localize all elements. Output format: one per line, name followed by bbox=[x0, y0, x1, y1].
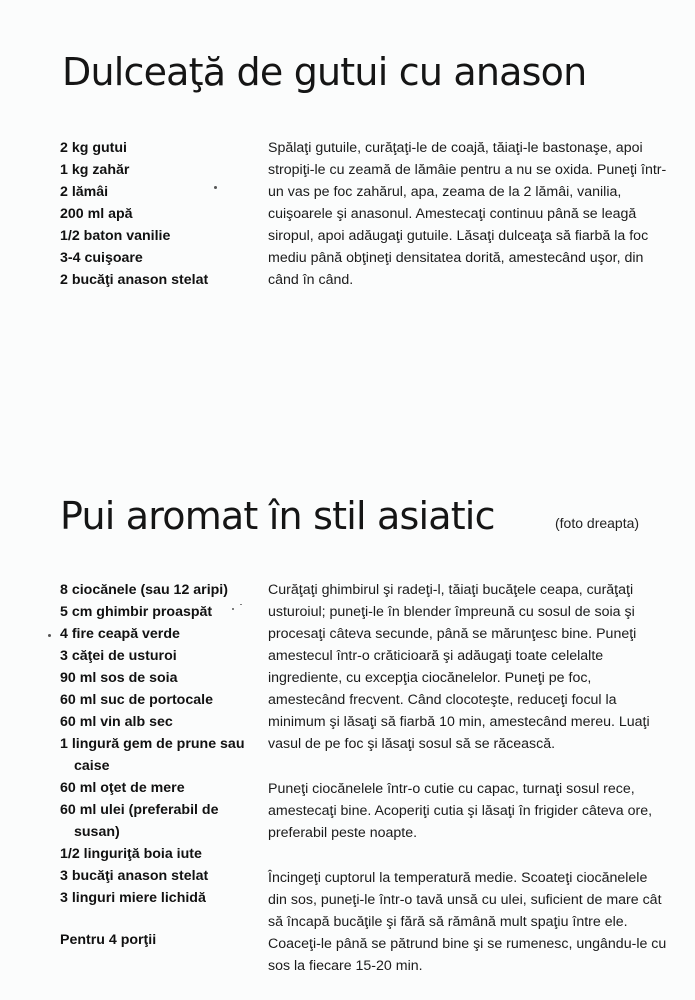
ingredient: 5 cm ghimbir proaspăt bbox=[60, 604, 213, 620]
ingredient: 3-4 cuişoare bbox=[60, 250, 143, 266]
ingredient: 3 bucăţi anason stelat bbox=[60, 868, 209, 884]
photo-note: (foto dreapta) bbox=[555, 515, 640, 531]
recipe-2-title: Pui aromat în stil asiatic bbox=[60, 494, 495, 538]
ingredient: 200 ml apă bbox=[60, 206, 133, 222]
recipe-2-step-1: Curăţaţi ghimbirul şi radeţi-l, tăiaţi bucăţele ceapa, curăţaţi usturoiul; puneţi-le în blender împreună cu sosul de soia şi procesaţi câteva secunde, până se mărunţesc bine. Puneţi amestecul într-o crăticioară şi adăugaţi toate celelalte ingrediente, cu excepţia ciocănelelor. Puneţi pe foc, amestecând frecvent. Când clocoteşte, reduceţi focul la minimum şi lăsaţi să fiarbă 10 min, amestecând mereu. Luaţi vasul de pe foc şi lăsaţi sosul să se răcească. bbox=[268, 582, 650, 752]
scan-speck bbox=[214, 186, 217, 189]
ingredient: 1/2 baton vanilie bbox=[60, 228, 171, 244]
ingredient: 1 lingură gem de prune sau caise bbox=[60, 736, 245, 774]
ingredient: 3 linguri miere lichidă bbox=[60, 890, 206, 906]
recipe-1-instructions: Spălaţi gutuile, curăţaţi-le de coajă, tăiaţi-le bastonaşe, apoi stropiţi-le cu zeamă de lămâie pentru a nu se oxida. Puneţi într-un vas pe foc zahărul, apa, zeama de la 2 lămâi, vanilia, cuişoarele şi anasonul. Amestecaţi continuu până se leagă siropul, apoi adăugaţi gutuile. Lăsaţi dulceaţa să fiarbă la foc mediu până obţineţi densitatea dorită, amestecând uşor, din când în când. bbox=[268, 140, 667, 288]
scan-speck bbox=[240, 604, 242, 605]
ingredient: 3 căţei de usturoi bbox=[60, 648, 177, 664]
ingredient: 60 ml ulei (preferabil de susan) bbox=[60, 802, 219, 840]
ingredient: 2 kg gutui bbox=[60, 140, 127, 156]
ingredient: 8 ciocănele (sau 12 aripi) bbox=[60, 582, 228, 598]
ingredient: 2 lămâi bbox=[60, 184, 109, 200]
scan-speck bbox=[48, 634, 51, 637]
ingredient: 2 bucăţi anason stelat bbox=[60, 272, 209, 288]
scan-speck bbox=[232, 608, 234, 610]
ingredient: 60 ml oţet de mere bbox=[60, 780, 185, 796]
ingredient: 1/2 linguriţă boia iute bbox=[60, 846, 202, 862]
recipe-2-step-2: Puneţi ciocănelele într-o cutie cu capac, turnaţi sosul rece, amestecaţi bine. Acoperiţi cutia şi lăsaţi în frigider câteva ore, preferabil peste noapte. bbox=[268, 781, 653, 841]
servings: Pentru 4 porţii bbox=[60, 932, 157, 948]
recipe-2-step-3: Încingeţi cuptorul la temperatură medie. Scoateţi ciocănelele din sos, puneţi-le într-o tavă unsă cu ulei, suficient de mare cât să încapă bucăţile şi fără să rămână mult spaţiu între ele. Coaceţi-le până se pătrund bine şi se rumenesc, ungându-le cu sos la fiecare 15-20 min. bbox=[268, 870, 667, 974]
recipe-2-ingredient-list bbox=[60, 579, 260, 909]
ingredient: 4 fire ceapă verde bbox=[60, 626, 180, 642]
ingredient: 90 ml sos de soia bbox=[60, 670, 178, 686]
ingredient: 60 ml suc de portocale bbox=[60, 692, 213, 708]
ingredient: 1 kg zahăr bbox=[60, 162, 130, 178]
recipe-1-ingredient-list bbox=[60, 137, 260, 291]
ingredient: 60 ml vin alb sec bbox=[60, 714, 173, 730]
recipe-1-title: Dulceaţă de gutui cu anason bbox=[62, 50, 587, 94]
